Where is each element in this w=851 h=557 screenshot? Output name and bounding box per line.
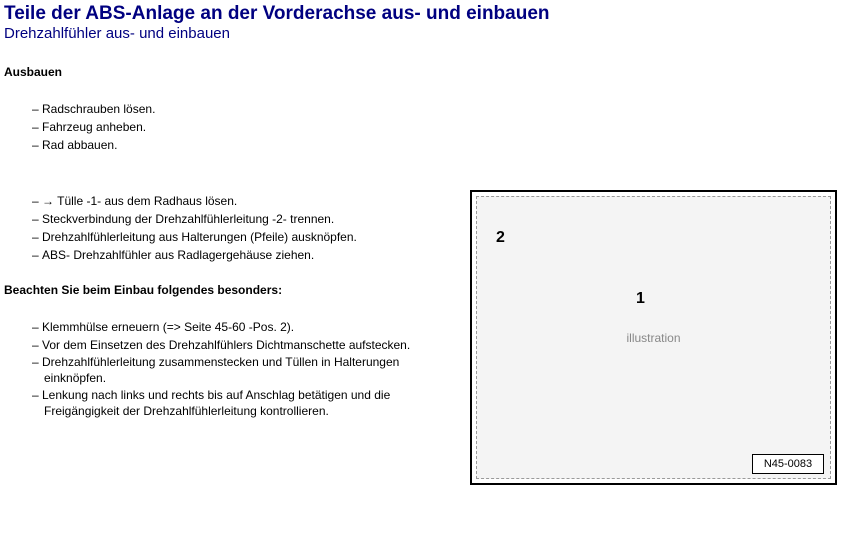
list-item: – Vor dem Einsetzen des Drehzahlfühlers Dichtmanschette aufstecken. xyxy=(32,336,410,354)
removal-heading: Ausbauen xyxy=(4,65,63,79)
list-item: – Rad abbauen. xyxy=(32,136,155,154)
wheel-housing-figure xyxy=(470,190,837,485)
list-item: – Klemmhülse erneuern (=> Seite 45-60 -Pos. 2). xyxy=(32,318,410,336)
list-item-line: einknöpfen. xyxy=(44,371,107,385)
list-item: – Radschrauben lösen. xyxy=(32,100,155,118)
figure-reference: N45-0083 xyxy=(752,454,824,474)
list-item: – Steckverbindung der Drehzahlfühlerleitung -2- trennen. xyxy=(32,210,357,228)
list-item xyxy=(32,354,410,387)
removal-steps-b xyxy=(32,192,357,264)
list-item: – Drehzahlfühlerleitung aus Halterungen (Pfeile) ausknöpfen. xyxy=(32,228,357,246)
install-heading: Beachten Sie beim Einbau folgendes besonders: xyxy=(4,283,283,297)
list-item xyxy=(32,387,410,420)
removal-steps-a xyxy=(32,100,155,154)
list-item-line: Lenkung nach links und rechts bis auf Anschlag betätigen und die xyxy=(42,388,391,402)
list-item: – → Tülle -1- aus dem Radhaus lösen. xyxy=(32,192,357,210)
page-subtitle: Drehzahlfühler aus- und einbauen xyxy=(4,25,230,42)
list-item-line: Freigängigkeit der Drehzahlfühlerleitung kontrollieren. xyxy=(44,404,329,418)
list-item: – ABS- Drehzahlfühler aus Radlagergehäuse ziehen. xyxy=(32,246,357,264)
callout-1: 1 xyxy=(636,290,645,307)
list-item: – Fahrzeug anheben. xyxy=(32,118,155,136)
install-steps xyxy=(32,318,410,420)
list-item-line: Drehzahlfühlerleitung zusammenstecken und Tüllen in Halterungen xyxy=(42,355,400,369)
figure-placeholder: illustration xyxy=(476,196,831,479)
callout-2: 2 xyxy=(496,229,505,246)
page-title: Teile der ABS-Anlage an der Vorderachse aus- und einbauen xyxy=(4,3,550,24)
